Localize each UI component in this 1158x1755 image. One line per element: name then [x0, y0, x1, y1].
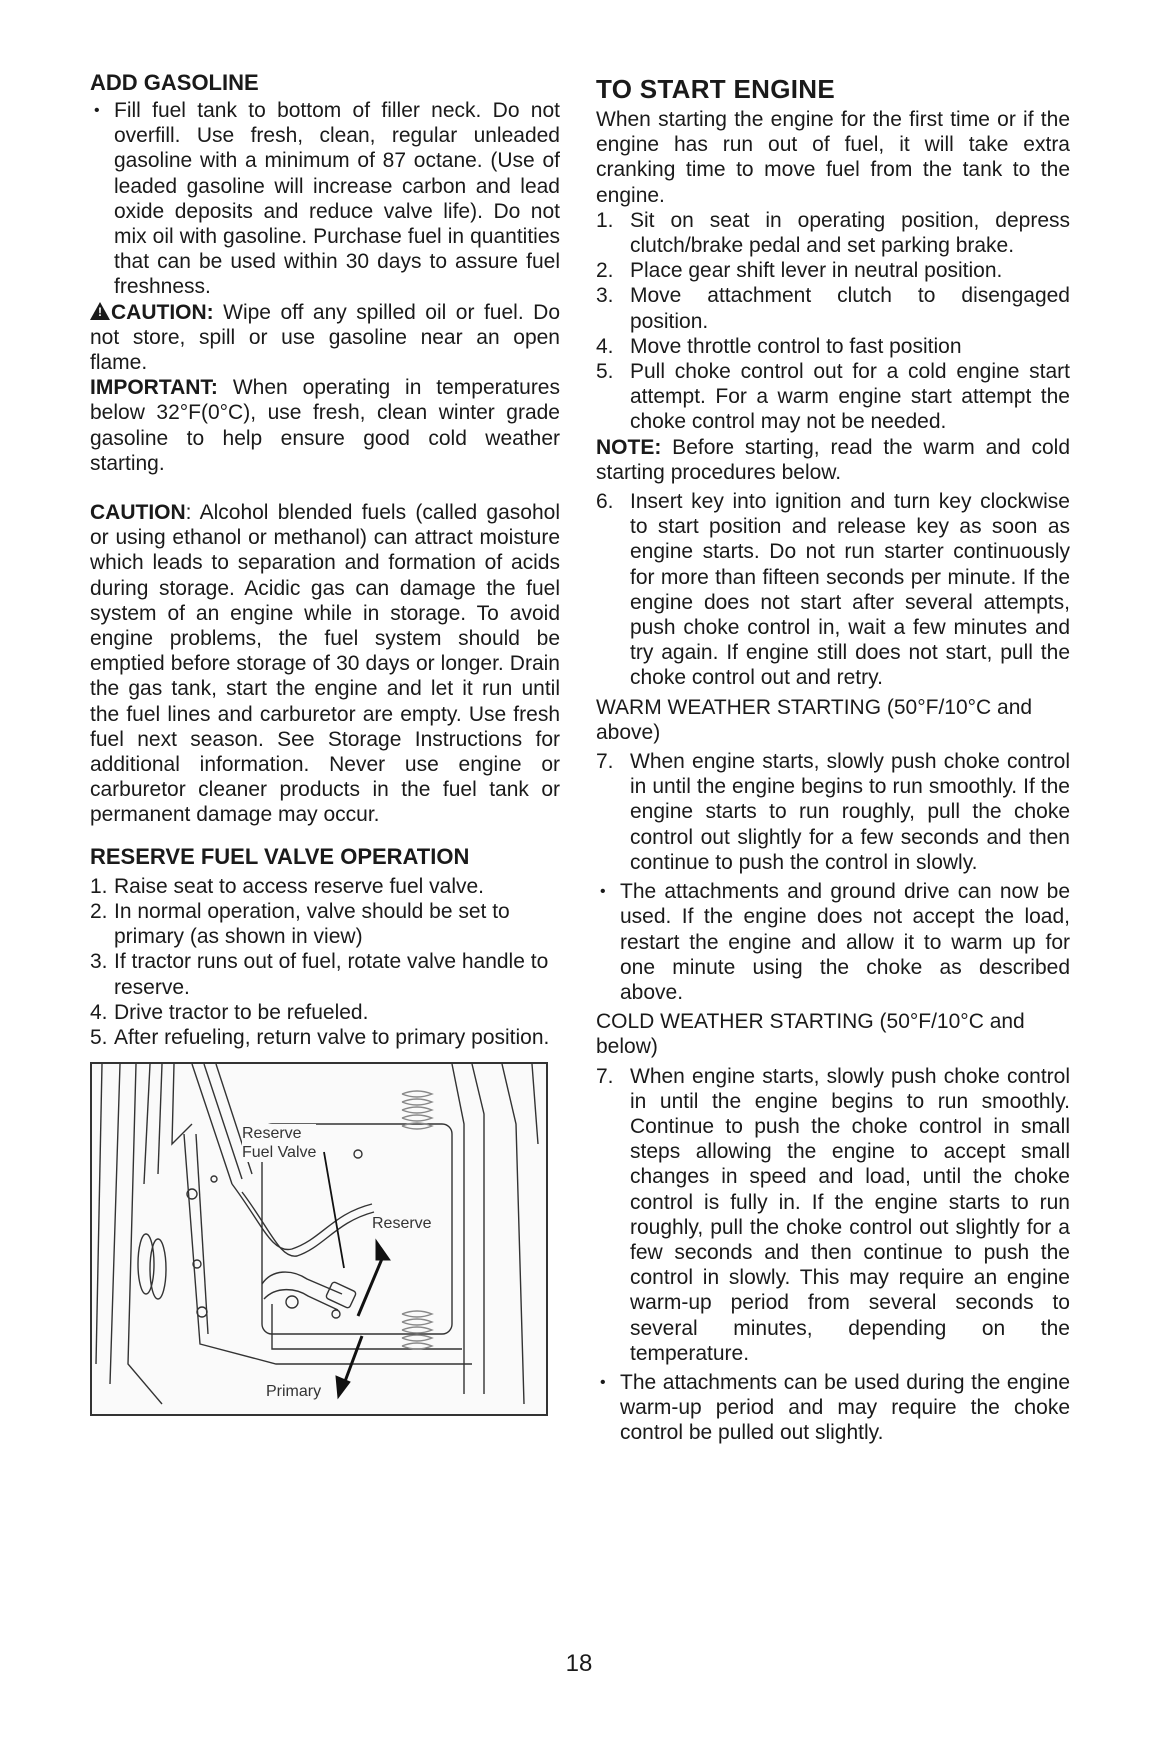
valve-line-drawing [92, 1064, 546, 1414]
warm-weather-heading: WARM WEATHER STARTING (50°F/10°C and above) [596, 695, 1033, 744]
step-six [596, 489, 1070, 691]
cold-weather-steps [596, 1064, 1070, 1366]
page-number: 18 [565, 1650, 593, 1677]
warning-triangle-icon: ! [90, 302, 110, 320]
list-item: • The attachments can be used during the engine warm-up period and may require the choke control be pulled out slightly. [596, 1370, 1070, 1446]
list-item: 2. In normal operation, valve should be set to primary (as shown in view) [90, 899, 510, 949]
caution-text: Wipe off any spilled oil or fuel. Do not store, spill or use gasoline near an open flame. [90, 300, 560, 375]
list-item: 4. Drive tractor to be refueled. [90, 1000, 369, 1024]
reserve-valve-steps [90, 874, 560, 1050]
reserve-position-label: Reserve [372, 1215, 432, 1233]
note-label: NOTE: [596, 435, 662, 459]
important-text: When operating in temperatures below 32°F(0°C), use fresh, clean winter grade gasoline to help ensure good cold weather starting. [90, 376, 560, 475]
reserve-valve-illustration [90, 1062, 548, 1416]
note-text: Before starting, read the warm and cold starting procedures below. [596, 435, 1070, 484]
list-item: 1. Sit on seat in operating position, depress clutch/brake pedal and set parking brake. [596, 208, 1070, 258]
start-engine-intro: When starting the engine for the first time or if the engine has run out of fuel, it will take extra cranking time to move fuel from the tank to the engine. [596, 108, 1070, 207]
list-item: 6. Insert key into ignition and turn key clockwise to start position and release key as soon as engine starts. Do not run starter continuously for more than fifteen seconds per minute. If the engine does not start after several attempts, push choke control in, wait a few minutes and try again. If engine still does not start, pull the choke control out and retry. [596, 490, 1070, 690]
note-paragraph [596, 435, 1070, 485]
important-label: IMPORTANT: [90, 376, 218, 400]
caution-label: CAUTION: [111, 300, 214, 324]
left-column [90, 70, 560, 1416]
list-item: 1. Raise seat to access reserve fuel valve. [90, 874, 485, 898]
list-item: 3. Move attachment clutch to disengaged position. [596, 284, 1070, 333]
list-item: 3. If tractor runs out of fuel, rotate valve handle to reserve. [90, 950, 549, 999]
list-item: 7. When engine starts, slowly push choke control in until the engine begins to run smoothly. Continue to push the choke control in small steps allowing the engine to accept small changes in speed and load, until the choke control is fully in. If the engine starts to run roughly, pull the choke control out slightly for a few seconds and then continue to push the control in slowly. This may require an engine warm-up period from several seconds to several minutes, depending on the temperature. [596, 1064, 1070, 1365]
primary-position-label: Primary [266, 1383, 322, 1401]
right-column [596, 70, 1070, 1446]
list-item: 7. When engine starts, slowly push choke control in until the engine begins to run smoothly. If the engine starts to run roughly, pull the choke control out slightly for a few seconds and then continue to push the control in slowly. [596, 750, 1070, 874]
list-item: 2. Place gear shift lever in neutral position. [596, 259, 1003, 283]
caution-alcohol-paragraph [90, 500, 560, 828]
list-item: 4. Move throttle control to fast position [596, 334, 962, 358]
list-item: 5. After refueling, return valve to primary position. [90, 1025, 550, 1049]
start-steps [596, 208, 1070, 435]
add-gasoline-heading: ADD GASOLINE [90, 70, 259, 95]
cold-weather-bullets [596, 1370, 1070, 1446]
important-paragraph [90, 375, 560, 476]
list-item: • The attachments and ground drive can now be used. If the engine does not accept the load, restart the engine and allow it to warm up for one minute using the choke as described above. [596, 879, 1070, 1005]
cold-weather-heading: COLD WEATHER STARTING (50°F/10°C and below) [596, 1010, 1025, 1059]
list-item: 5. Pull choke control out for a cold engine start attempt. For a warm engine start attempt the choke control may not be needed. [596, 360, 1070, 434]
add-gasoline-list [90, 98, 560, 300]
caution-alcohol-label: CAUTION [90, 501, 186, 525]
start-engine-heading: TO START ENGINE [596, 74, 835, 104]
reserve-valve-heading: RESERVE FUEL VALVE OPERATION [90, 843, 470, 869]
warm-weather-steps [596, 749, 1070, 875]
caution-alcohol-text: : Alcohol blended fuels (called gasohol or using ethanol or methanol) can attract moisture which leads to separation and formation of acids during storage. Acidic gas can damage the fuel system of an engine while in storage. To avoid engine problems, the fuel system should be emptied before storage of 30 days or longer. Drain the gas tank, start the engine and let it run until the fuel lines and carburetor are empty. Use fresh fuel next season. See Storage Instructions for additional information. Never use engine or carburetor cleaner products in the fuel tank or permanent damage may occur. [90, 501, 560, 827]
warm-weather-bullets [596, 879, 1070, 1005]
reserve-valve-label: Reserve Fuel Valve [242, 1125, 317, 1162]
caution-spill-paragraph [90, 300, 560, 376]
add-gasoline-bullet: • Fill fuel tank to bottom of filler neck. Do not overfill. Use fresh, clean, regular unleaded gasoline with a minimum of 87 octane. (Use of leaded gasoline will increase carbon and lead oxide deposits and reduce valve life). Do not mix oil with gasoline. Purchase fuel in quantities that can be used within 30 days to assure fuel freshness. [90, 98, 560, 300]
